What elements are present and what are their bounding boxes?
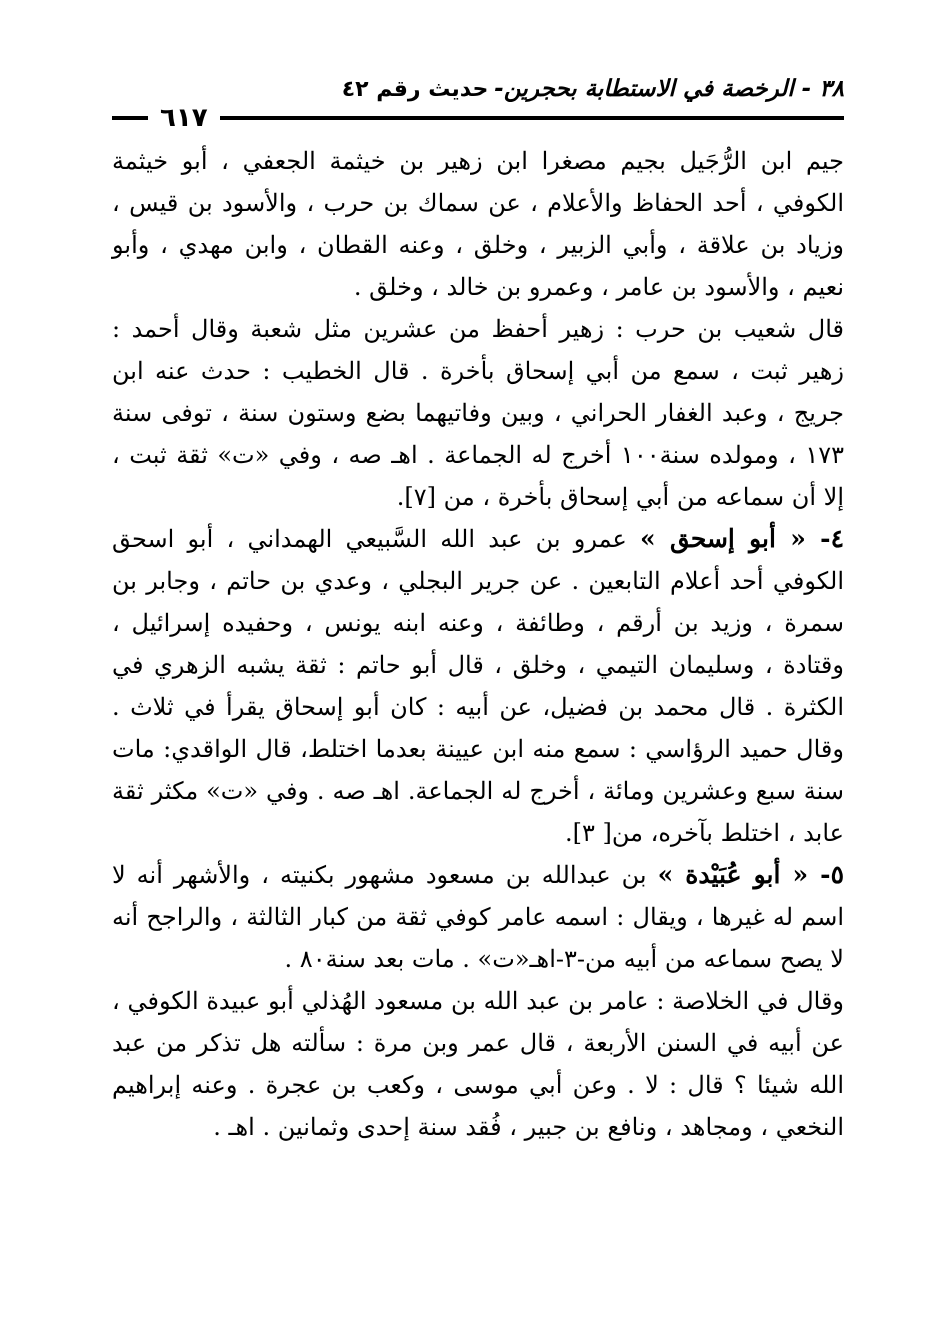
running-header — [112, 62, 844, 102]
narrator-heading: ٤- « أبو إسحق » — [640, 524, 844, 553]
paragraph-khulasa — [112, 980, 844, 1148]
rule-line-short — [112, 116, 148, 120]
paragraph-zuhayr-grading — [112, 308, 844, 518]
paragraph-text: بن عبدالله بن مسعود مشهور بكنيته ، والأشهر أنه لا اسم له غيرها ، ويقال : اسمه عامر كوفي ثقة من كبار الثالثة ، والراجح أنه لا يصح سماعه من أبيه من-٣-اهـ«ت» . مات بعد سنة٨٠ . — [112, 861, 844, 973]
header-rule — [112, 103, 844, 133]
paragraph-abu-ubayda — [112, 854, 844, 980]
page-body — [112, 140, 844, 1148]
paragraph-text: قال شعيب بن حرب : زهير أحفظ من عشرين مثل شعبة وقال أحمد : زهير ثبت ، سمع من أبي إسحاق بأخرة . قال الخطيب : حدث عنه ابن جريج ، وعبد الغفار الحراني ، وبين وفاتيهما بضع وستون سنة ، توفى سنة ١٧٣ ، ومولده سنة١٠٠ أخرج له الجماعة . اهـ صه ، وفي «ت» ثقة ثبت ، إلا أن سماعه من أبي إسحاق بأخرة ، من [٧]. — [112, 315, 844, 511]
running-title — [342, 76, 844, 102]
page-number: ٦١٧ — [160, 103, 208, 133]
paragraph-zuhayr-bio — [112, 140, 844, 308]
paragraph-text: جيم ابن الرُّجَيل بجيم مصغرا ابن زهير بن خيثمة الجعفي ، أبو خيثمة الكوفي ، أحد الحفاظ والأعلام ، عن سماك بن حرب ، والأسود بن قيس ، وزياد بن علاقة ، وأبي الزبير ، وخلق ، وعنه القطان ، وابن مهدي ، وأبو نعيم ، والأسود بن عامر ، وعمرو بن خالد ، وخلق . — [112, 147, 844, 301]
paragraph-abu-ishaq — [112, 518, 844, 854]
paragraph-text: وقال في الخلاصة : عامر بن عبد الله بن مسعود الهُذلي أبو عبيدة الكوفي ، عن أبيه في السنن الأربعة ، قال عمر وبن مرة : سألته هل تذكر من عبد الله شيئا ؟ قال : لا . وعن أبي موسى ، وكعب بن عجرة . وعنه إبراهيم النخعي ، ومجاهد ، ونافع بن جبير ، فُقد سنة إحدى وثمانين . اهـ . — [112, 987, 844, 1141]
rule-line-long — [220, 116, 844, 120]
paragraph-text: عمرو بن عبد الله السَّبيعي الهمداني ، أبو اسحق الكوفي أحد أعلام التابعين . عن جرير البجلي ، وعدي بن حاتم ، وجابر بن سمرة ، وزيد بن أرقم ، وطائفة ، وعنه ابنه يونس ، وحفيده إسرائيل ، وقتادة ، وسليمان التيمي ، وخلق ، قال أبو حاتم : ثقة يشبه الزهري في الكثرة . قال محمد بن فضيل، عن أبيه : كان أبو إسحاق يقرأ في ثلاث . وقال حميد الرؤاسي : سمع منه ابن عيينة بعدما اختلط، قال الواقدي: مات سنة سبع وعشرين ومائة ، أخرج له الجماعة. اهـ صه . وفي «ت» مكثر ثقة عابد ، اختلط بآخره، من[ ٣]. — [112, 525, 844, 847]
narrator-heading: ٥- « أبو عُبَيْدة » — [657, 860, 844, 889]
hadith-reference: حديث رقم ٤٢ — [341, 77, 489, 102]
book-chapter-title: ٣٨ - الرخصة في الاستطابة بحجرين- — [494, 76, 844, 102]
